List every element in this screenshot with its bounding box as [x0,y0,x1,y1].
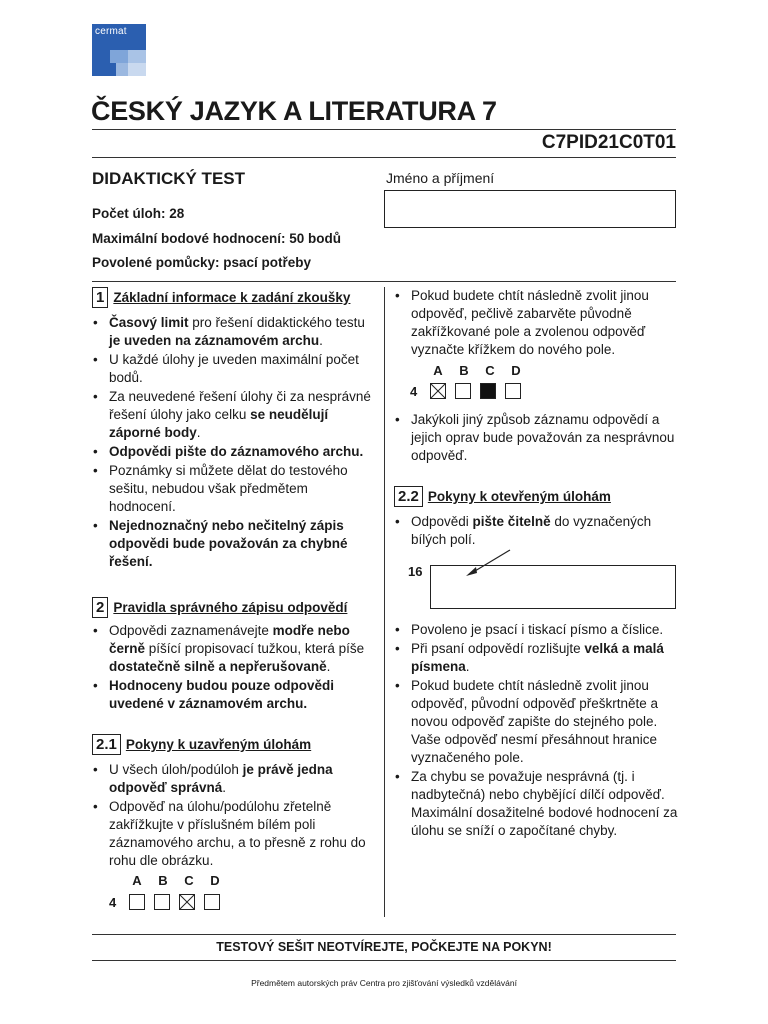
section-number: 2 [92,597,108,618]
list-item: • Odpověď na úlohu/podúlohu zřetelně zakřížkujte v příslušném bílém poli záznamového archu, a to přesně z rohu do rohu dle obrázku. [92,798,376,870]
section-2-2-list [394,513,678,550]
notice: TESTOVÝ SEŠIT NEOTVÍREJTE, POČKEJTE NA POKYN! [216,940,552,954]
example-letters: A B C D [433,363,521,378]
option-box [154,894,170,910]
section-2-2-heading [394,486,611,507]
list-item: • Pokud budete chtít následně zvolit jinou odpověď, pečlivě zabarvěte původně zakřížkované pole a zvolenou odpověď vyznačte křížkem do nového pole. [394,287,678,359]
list-item: • Jakýkoli jiný způsob záznamu odpovědí a jejich oprav bude považován za nesprávnou odpověď. [394,411,678,465]
footer-copyright: Předmětem autorských práv Centra pro zjišťování výsledků vzdělávání [251,978,517,988]
list-item: • Odpovědi pište do záznamového archu. [92,443,376,461]
example-task-number: 4 [410,383,418,399]
section-2-2-list-more [394,621,678,841]
crossed-box-icon [179,894,195,910]
max-score: Maximální bodové hodnocení: 50 bodů [92,231,342,246]
list-item: • Pokud budete chtít následně zvolit jinou odpověď, původní odpověď přeškrtněte a novou odpověď zapište do stejného pole. Vaše odpověď nesmí přesáhnout hranice vyznačeného pole. [394,677,678,767]
section-2-1-list [92,761,376,871]
logo-text: cermat [95,26,127,37]
list-item: • U každé úlohy je uveden maximální počet bodů. [92,351,376,387]
test-type: DIDAKTICKÝ TEST [92,169,245,188]
section-number: 2.2 [394,486,423,507]
list-item: • Při psaní odpovědí rozlišujte velká a malá písmena. [394,640,678,676]
test-code: C7PID21C0T01 [541,132,676,153]
right-list-mid [394,411,678,466]
section-title: Pokyny k otevřeným úlohám [427,489,611,504]
name-label: Jméno a příjmení [386,170,495,186]
notice-rule-top [92,934,676,935]
option-box [455,383,471,399]
section-number: 1 [92,287,108,308]
example-correction-row [410,383,530,399]
list-item: • Za neuvedené řešení úlohy či za nesprávné řešení úlohy jako celku se neudělují záporné body. [92,388,376,442]
right-list-top [394,287,678,360]
page-title: ČESKÝ JAZYK A LITERATURA 7 [91,96,497,126]
filled-box [480,383,496,399]
column-divider [384,287,385,917]
list-item: • Odpovědi zaznamenávejte modře nebo černě píšící propisovací tužkou, která píše dostatečně silně a nepřerušovaně. [92,622,376,676]
name-field[interactable] [384,190,676,228]
list-item: • Za chybu se považuje nesprávná (tj. i nadbytečná) nebo chybějící dílčí odpověď. Maximální dosažitelné bodové hodnocení za úlohu se sníží o započítané chyby. [394,768,678,840]
answer-example-number: 16 [408,564,423,579]
info-rule [92,281,676,282]
section-title: Pokyny k uzavřeným úlohám [125,737,312,752]
allowed-aids: Povolené pomůcky: psací potřeby [92,255,312,270]
list-item: • Poznámky si můžete dělat do testového sešitu, nebudou však předmětem hodnocení. [92,462,376,516]
section-1-list [92,314,376,572]
section-1-heading [92,287,350,308]
section-number: 2.1 [92,734,121,755]
option-box [505,383,521,399]
section-title: Základní informace k zadání zkoušky [113,290,351,305]
option-box [204,894,220,910]
crossed-box-icon [430,383,446,399]
list-item: • Hodnoceny budou pouze odpovědi uvedené v záznamovém archu. [92,677,376,713]
option-box [129,894,145,910]
example-task-number: 4 [109,894,117,910]
section-2-list [92,622,376,714]
example-letters: A B C D [132,873,220,888]
header-rule [92,157,676,158]
list-item: • Časový limit pro řešení didaktického testu je uveden na záznamovém archu. [92,314,376,350]
list-item: • Povoleno je psací i tiskací písmo a číslice. [394,621,678,639]
list-item: • Nejednoznačný nebo nečitelný zápis odpovědi bude považován za chybné řešení. [92,517,376,571]
section-title: Pravidla správného zápisu odpovědí [113,600,348,615]
section-2-1-heading [92,734,311,755]
list-item: • U všech úloh/podúloh je právě jedna odpověď správná. [92,761,376,797]
example-answer-row [109,894,229,910]
arrow-icon [462,548,514,578]
task-count: Počet úloh: 28 [92,206,185,221]
list-item: • Odpovědi pište čitelně do vyznačených bílých polí. [394,513,678,549]
notice-rule-bottom [92,960,676,961]
title-rule [92,129,676,130]
section-2-heading [92,597,347,618]
cermat-logo [92,24,146,76]
